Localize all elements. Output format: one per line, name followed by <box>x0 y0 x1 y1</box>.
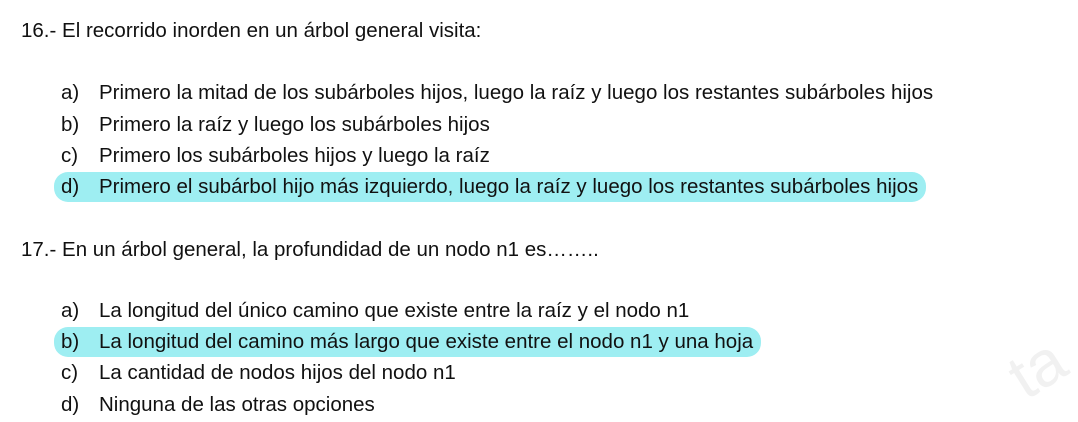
option-text: Ninguna de las otras opciones <box>99 393 375 416</box>
option-letter: d) <box>61 175 80 198</box>
question-16-option-c <box>54 141 498 171</box>
option-text: La longitud del único camino que existe entre la raíz y el nodo n1 <box>99 299 690 322</box>
option-text: Primero los subárboles hijos y luego la raíz <box>99 144 490 167</box>
option-letter: a) <box>61 299 80 322</box>
option-letter: b) <box>61 113 80 136</box>
option-text: Primero el subárbol hijo más izquierdo, luego la raíz y luego los restantes subárboles hijos <box>99 175 919 198</box>
option-letter: b) <box>61 330 80 353</box>
option-letter: d) <box>61 393 80 416</box>
question-17-option-c <box>54 358 464 388</box>
question-17-text: 17.- En un árbol general, la profundidad de un nodo n1 es…….. <box>21 238 599 261</box>
option-letter: c) <box>61 144 79 167</box>
question-16-option-a <box>54 78 941 108</box>
question-17-option-d <box>54 390 383 420</box>
question-16-option-d-highlighted <box>54 172 926 202</box>
option-text: Primero la raíz y luego los subárboles hijos <box>99 113 490 136</box>
option-letter: c) <box>61 361 79 384</box>
question-17-option-a <box>54 296 697 326</box>
option-text: La longitud del camino más largo que existe entre el nodo n1 y una hoja <box>99 330 754 353</box>
question-16-option-b <box>54 110 498 140</box>
option-text: Primero la mitad de los subárboles hijos, luego la raíz y luego los restantes subárboles hijos <box>99 81 934 104</box>
question-17-option-b-highlighted <box>54 327 761 357</box>
option-text: La cantidad de nodos hijos del nodo n1 <box>99 361 456 384</box>
question-16-text: 16.- El recorrido inorden en un árbol general visita: <box>21 19 482 42</box>
watermark-fragment: ta <box>994 323 1078 413</box>
option-letter: a) <box>61 81 80 104</box>
